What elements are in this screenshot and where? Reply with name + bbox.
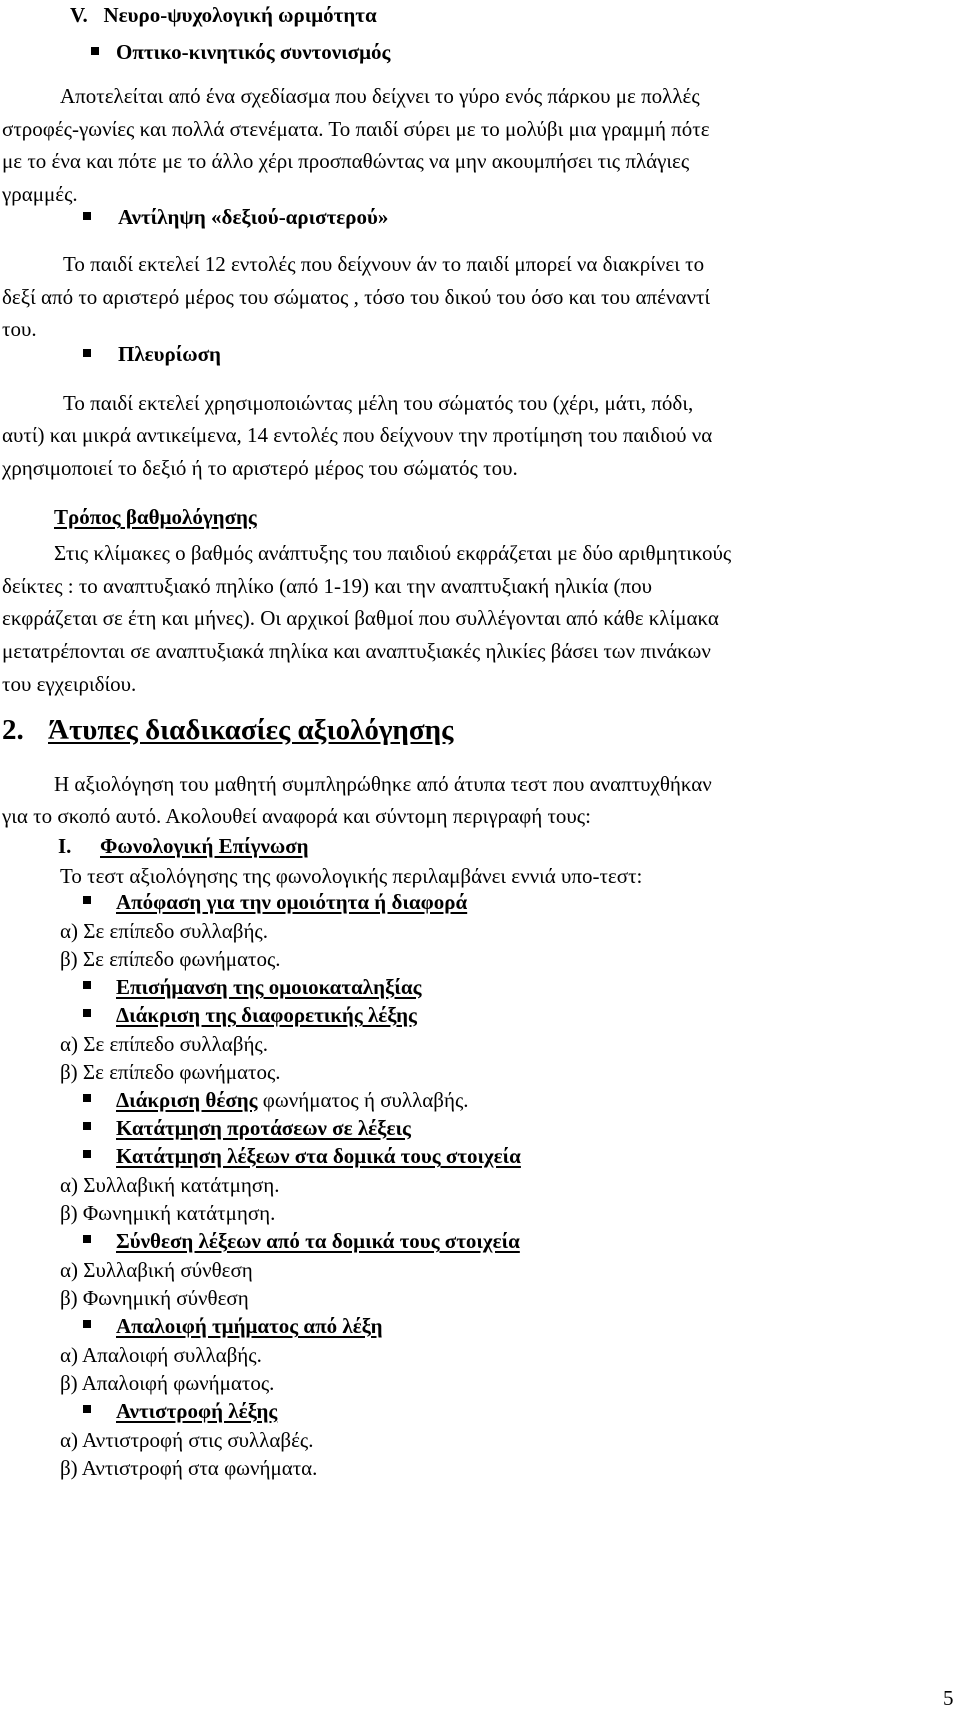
sub-item: α) Συλλαβική κατάτμηση. (60, 1173, 280, 1197)
test-item: Επισήμανση της ομοιοκαταληξίας (116, 975, 422, 999)
lateralization-heading: Πλευρίωση (118, 342, 221, 366)
test-item: Σύνθεση λέξεων από τα δομικά τους στοιχεία (116, 1229, 520, 1253)
sub-item: β) Σε επίπεδο φωνήματος. (60, 947, 281, 971)
paragraph-line: μετατρέπονται σε αναπτυξιακά πηλίκα και αναπτυξιακές ηλικίες βάσει των πινάκων (2, 639, 711, 663)
paragraph-line: χρησιμοποιεί το δεξιό ή το αριστερό μέρος του σώματός του. (2, 456, 518, 480)
bullet-square-icon (83, 981, 91, 989)
bullet-square-icon (83, 1122, 91, 1130)
test-item: Κατάτμηση λέξεων στα δομικά τους στοιχεία (116, 1144, 521, 1168)
paragraph-line: Το τεστ αξιολόγησης της φωνολογικής περιλαμβάνει εννιά υπο-τεστ: (60, 864, 643, 888)
section-number: 2. (2, 714, 24, 746)
bullet-square-icon (83, 349, 91, 357)
bullet-square-icon (83, 1320, 91, 1328)
test-item: Αντιστροφή λέξης (116, 1399, 278, 1423)
bullet-square-icon (83, 212, 91, 220)
paragraph-line: με το ένα και πότε με το άλλο χέρι προσπαθώντας να μην ακουμπήσει τις πλάγιες (2, 149, 690, 173)
sub-item: α) Απαλοιφή συλλαβής. (60, 1343, 262, 1367)
bullet-square-icon (83, 1405, 91, 1413)
bullet-square-icon (83, 1235, 91, 1243)
page-number: 5 (943, 1686, 954, 1710)
paragraph-line: για το σκοπό αυτό. Ακολουθεί αναφορά και σύντομη περιγραφή τους: (2, 804, 591, 828)
test-item: Διάκριση της διαφορετικής λέξης (116, 1003, 417, 1027)
paragraph-line: στροφές-γωνίες και πολλά στενέματα. Το παιδί σύρει με το μολύβι μια γραμμή πότε (2, 117, 710, 141)
sub-item: α) Αντιστροφή στις συλλαβές. (60, 1428, 314, 1452)
paragraph-line: Στις κλίμακες ο βαθμός ανάπτυξης του παιδιού εκφράζεται με δύο αριθμητικούς (54, 541, 732, 565)
phonological-title: Φωνολογική Επίγνωση (100, 834, 309, 858)
paragraph-line: Η αξιολόγηση του μαθητή συμπληρώθηκε από άτυπα τεστ που αναπτυχθήκαν (54, 772, 712, 796)
test-item-rest: φωνήματος ή συλλαβής. (257, 1088, 469, 1112)
oculomotor-heading: Οπτικο-κινητικός συντονισμός (116, 40, 391, 64)
bullet-square-icon (83, 1150, 91, 1158)
subsection-number: I. (58, 834, 72, 858)
test-item: Απόφαση για την ομοιότητα ή διαφορά (116, 890, 468, 914)
paragraph-line: εκφράζεται σε έτη και μήνες). Οι αρχικοί βαθμοί που συλλέγονται από κάθε κλίμακα (2, 606, 719, 630)
paragraph-line: γραμμές. (2, 182, 78, 206)
paragraph-line: του εγχειριδίου. (2, 672, 137, 696)
test-item-bold: Διάκριση θέσης (116, 1088, 258, 1112)
paragraph-line: Αποτελείται από ένα σχεδίασμα που δείχνει το γύρο ενός πάρκου με πολλές (60, 84, 700, 108)
sub-item: β) Απαλοιφή φωνήματος. (60, 1371, 275, 1395)
paragraph-line: Το παιδί εκτελεί χρησιμοποιώντας μέλη του σώματός του (χέρι, μάτι, πόδι, (63, 391, 694, 415)
scoring-heading: Τρόπος βαθμολόγησης (54, 505, 257, 529)
sub-item: β) Φωνημική σύνθεση (60, 1286, 249, 1310)
sub-item: α) Σε επίπεδο συλλαβής. (60, 919, 268, 943)
sub-item: β) Φωνημική κατάτμηση. (60, 1201, 276, 1225)
bullet-square-icon (83, 1009, 91, 1017)
paragraph-line: αυτί) και μικρά αντικείμενα, 14 εντολές που δείχνουν την προτίμηση του παιδιού να (2, 423, 713, 447)
test-item (116, 1090, 469, 1111)
section-title: V. Νευρο-ψυχολογική ωριμότητα (70, 3, 377, 27)
bullet-square-icon (83, 1094, 91, 1102)
leftright-heading: Αντίληψη «δεξιού-αριστερού» (118, 205, 389, 229)
sub-item: α) Σε επίπεδο συλλαβής. (60, 1032, 268, 1056)
test-item: Κατάτμηση προτάσεων σε λέξεις (116, 1116, 411, 1140)
paragraph-line: Το παιδί εκτελεί 12 εντολές που δείχνουν άν το παιδί μπορεί να διακρίνει το (63, 252, 705, 276)
sub-item: β) Σε επίπεδο φωνήματος. (60, 1060, 281, 1084)
bullet-square-icon (83, 896, 91, 904)
sub-item: β) Αντιστροφή στα φωνήματα. (60, 1456, 318, 1480)
bullet-square-icon (91, 47, 99, 55)
sub-item: α) Συλλαβική σύνθεση (60, 1258, 253, 1282)
paragraph-line: δείκτες : το αναπτυξιακό πηλίκο (από 1-19) και την αναπτυξιακή ηλικία (που (2, 574, 653, 598)
paragraph-line: δεξί από το αριστερό μέρος του σώματος , τόσο του δικού του όσο και του απέναντί (2, 285, 711, 309)
paragraph-line: του. (2, 317, 37, 341)
test-item: Απαλοιφή τμήματος από λέξη (116, 1314, 383, 1338)
informal-title: Άτυπες διαδικασίες αξιολόγησης (48, 714, 454, 746)
